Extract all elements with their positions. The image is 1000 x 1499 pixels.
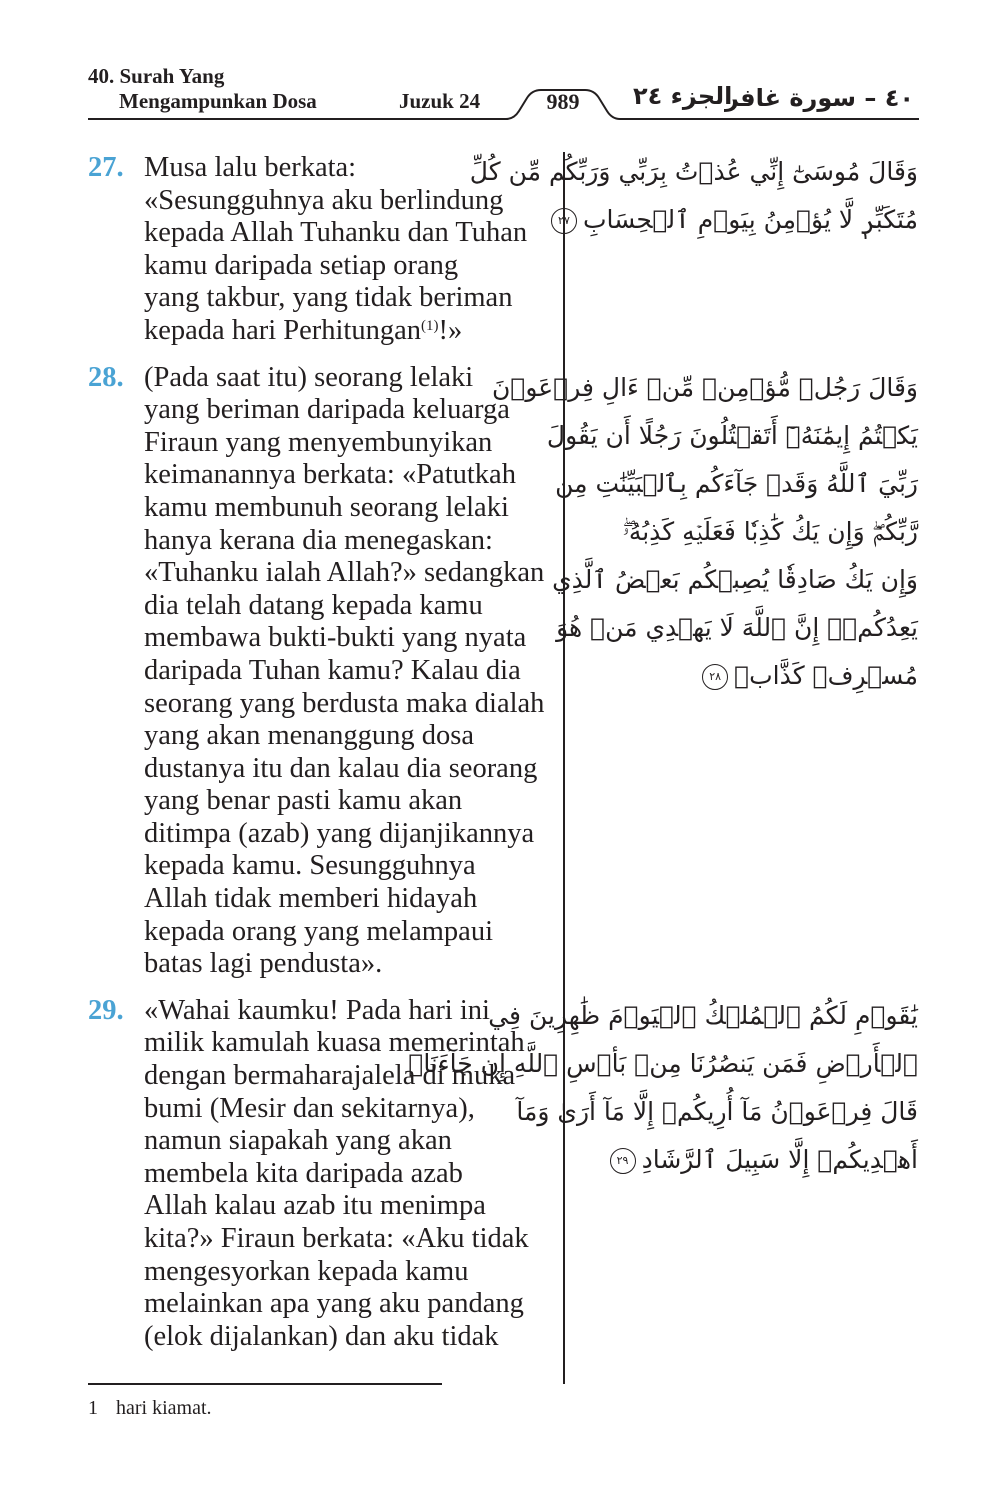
footnote	[88, 1397, 212, 1420]
verse-text-segment: !»	[438, 314, 463, 346]
footnote-number: 1	[88, 1397, 98, 1419]
verse-text-line: bumi (Mesir dan sekitarnya),	[144, 1092, 475, 1124]
verse-text-line: namun siapakah yang akan	[144, 1125, 452, 1157]
arabic-text: مُسۡرِفٞ كَذَّابٞ	[734, 661, 918, 690]
verse-text-line: melainkan apa yang aku pandang	[144, 1288, 524, 1320]
verse-number: 27.	[88, 152, 124, 183]
verse-text-line: Allah tidak memberi hidayah	[144, 883, 478, 915]
footnote-marker: (1)	[420, 317, 439, 334]
arabic-text-line	[588, 652, 918, 700]
arabic-text: رَبِّيَ ٱللَّهُ وَقَدۡ جَآءَكُم بِٱلۡبَيِّنَٰتِ مِن	[555, 469, 918, 498]
verse-text-line: (elok dijalankan) dan aku tidak	[144, 1320, 499, 1352]
arabic-text: قَالَ فِرۡعَوۡنُ مَآ أُرِيكُمۡ إِلَّا مَآ أَرَىٰ وَمَآ	[516, 1097, 918, 1126]
juzuk-label: Juzuk 24	[399, 89, 481, 113]
verse-text-line: keimanannya berkata: «Patutkah	[144, 459, 516, 491]
arabic-text: يَٰقَوۡمِ لَكُمُ ٱلۡمُلۡكُ ٱلۡيَوۡمَ ظَٰهِرِينَ فِي	[488, 1001, 918, 1030]
arabic-text-line	[556, 604, 918, 652]
arabic-verse-27	[469, 148, 918, 244]
verse-text-line	[144, 315, 560, 348]
verse-text-line: kepada kamu. Sesungguhnya	[144, 850, 476, 882]
verse-text-line: kepada Allah Tuhanku dan Tuhan	[144, 217, 528, 249]
arabic-juz-label: الجزء ٢٤	[633, 82, 733, 110]
surah-title-line2: Mengampunkan Dosa	[119, 89, 317, 113]
verse-text-line: (Pada saat itu) seorang lelaki	[144, 361, 474, 393]
verse-text-line: Firaun yang menyembunyikan	[144, 426, 493, 458]
ayah-end-marker: ٢٨	[702, 664, 728, 690]
verse-text-line: dia telah datang kepada kamu	[144, 589, 483, 621]
arabic-text: وَقَالَ رَجُلٞ مُّؤۡمِنٞ مِّنۡ ءَالِ فِرۡعَوۡنَ	[492, 373, 918, 402]
verse-text-line: kita?» Firaun berkata: «Aku tidak	[144, 1223, 529, 1254]
arabic-text-line	[492, 364, 918, 412]
verse-text-line: «Sesungguhnya aku berlindung	[144, 184, 504, 216]
translation-column	[88, 152, 560, 1367]
arabic-text: ٱلۡأَرۡضِ فَمَن يَنصُرُنَا مِنۢ بَأۡسِ ٱللَّهِ إِن جَآءَنَاۚ	[408, 1049, 918, 1078]
verse-text-line: ditimpa (azab) yang dijanjikannya	[144, 817, 535, 849]
arabic-text: مُتَكَبِّرٖ لَّا يُؤۡمِنُ بِيَوۡمِ ٱلۡحِسَابِ	[582, 205, 918, 234]
ayah-end-marker: ٢٩	[610, 1148, 636, 1174]
arabic-verse-28	[492, 364, 918, 700]
arabic-text-line	[469, 148, 918, 196]
verse-text-line: yang benar pasti kamu akan	[144, 785, 463, 817]
arabic-text-line	[588, 1136, 918, 1184]
verse-text-line: Musa lalu berkata:	[144, 152, 357, 183]
verse-text-line: dustanya itu dan kalau dia seorang	[144, 752, 538, 784]
verse-text-line: dengan bermaharajalela di muka	[144, 1060, 516, 1092]
verse-text-line: milik kamulah kuasa memerintah	[144, 1027, 525, 1059]
arabic-text: رَّبِّكُمۡۖ وَإِن يَكُ كَٰذِبٗا فَعَلَيۡهِ كَذِبُهُۥۖ	[622, 517, 918, 546]
arabic-surah-title: ٤٠ – سورة غافر	[724, 84, 914, 112]
verse-number: 28.	[88, 361, 124, 393]
verse-text-line: membela kita daripada azab	[144, 1157, 463, 1189]
surah-title-line1: 40. Surah Yang	[88, 64, 225, 88]
verse-text-line: seorang yang berdusta maka dialah	[144, 687, 545, 719]
verse-text-line: «Wahai kaumku! Pada hari ini	[144, 994, 490, 1026]
verse-text-line: yang akan menanggung dosa	[144, 720, 475, 752]
footnote-text: hari kiamat.	[116, 1397, 212, 1419]
footnote-rule	[88, 1383, 442, 1385]
arabic-text: أَهۡدِيكُمۡ إِلَّا سَبِيلَ ٱلرَّشَادِ	[641, 1145, 918, 1174]
verse-number: 29.	[88, 994, 124, 1026]
arabic-text-line	[588, 508, 918, 556]
verse-text-line: «Tuhanku ialah Allah?» sedangkan	[144, 557, 545, 589]
verse-text-line: yang beriman daripada keluarga	[144, 394, 510, 426]
verse-text-line: daripada Tuhan kamu? Kalau dia	[144, 654, 521, 686]
header-rule	[0, 0, 1000, 130]
verse-text-line: kamu membunuh seorang lelaki	[144, 491, 509, 523]
verse-text-line: Allah kalau azab itu menimpa	[144, 1190, 486, 1222]
verse-text-line: mengesyorkan kepada kamu	[144, 1255, 469, 1287]
verse-text-line: hanya kerana dia menegaskan:	[144, 524, 493, 556]
column-divider	[563, 152, 565, 1384]
arabic-text-line	[546, 412, 918, 460]
arabic-verse-29	[408, 992, 918, 1184]
verse-text-line: kamu daripada setiap orang	[144, 249, 459, 281]
arabic-text-line	[558, 196, 918, 244]
arabic-text-line	[516, 1088, 918, 1136]
arabic-text: يَكۡتُمُ إِيمَٰنَهُۥٓ أَتَقۡتُلُونَ رَجُلًا أَن يَقُولَ	[546, 421, 918, 450]
arabic-text: وَإِن يَكُ صَادِقٗا يُصِبۡكُم بَعۡضُ ٱلَّذِي	[552, 565, 918, 594]
verse-text-line: kepada orang yang melampaui	[144, 915, 493, 947]
ayah-end-marker: ٢٧	[551, 208, 577, 234]
verse-translation	[88, 362, 560, 981]
verse-text-line: yang takbur, yang tidak beriman	[144, 282, 513, 314]
verse-text-segment: kepada hari Perhitungan	[144, 314, 421, 346]
arabic-text-line	[488, 992, 918, 1040]
arabic-text-line	[555, 460, 918, 508]
page-number: 989	[546, 89, 580, 114]
arabic-text: يَعِدُكُمۡۖ إِنَّ ٱللَّهَ لَا يَهۡدِي مَنۡ هُوَ	[556, 613, 918, 642]
verse-text-line: membawa bukti-bukti yang nyata	[144, 622, 527, 654]
verse-text-line: batas lagi pendusta».	[144, 948, 383, 980]
arabic-text: وَقَالَ مُوسَىٰٓ إِنِّي عُذۡتُ بِرَبِّي وَرَبِّكُم مِّن كُلِّ	[469, 157, 918, 186]
arabic-text-line	[552, 556, 918, 604]
arabic-text-line	[408, 1040, 918, 1088]
